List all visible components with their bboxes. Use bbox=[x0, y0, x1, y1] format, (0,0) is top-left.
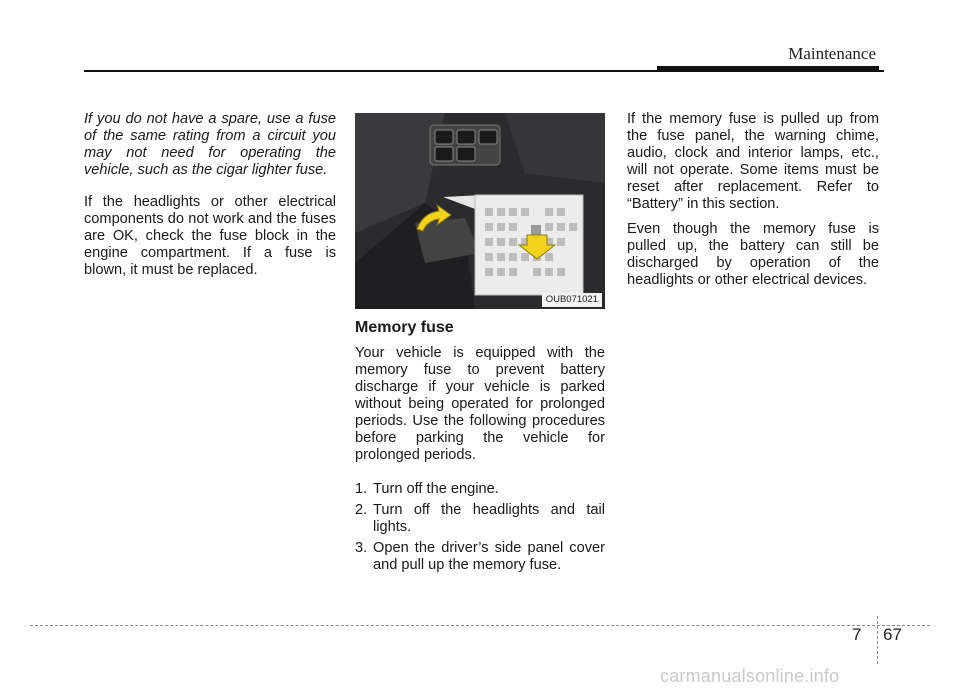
list-item: 1. Turn off the engine. bbox=[355, 481, 499, 497]
figure-caption: OUB071021 bbox=[542, 293, 602, 307]
page-number: 67 bbox=[883, 625, 902, 644]
chapter-number: 7 bbox=[852, 625, 862, 644]
spare-fuse-note: If you do not have a spare, use a fuse of the same rating from a circuit you may not need for operating the vehicle, such as the cigar lighter fuse. bbox=[84, 111, 336, 178]
battery-discharge-paragraph: Even though the memory fuse is pulled up, the battery can still be discharged by operation of the headlights or other electrical devices. bbox=[627, 221, 879, 288]
header-rule-accent bbox=[657, 66, 879, 72]
watermark: carmanualsonline.info bbox=[660, 666, 840, 686]
procedure-steps bbox=[355, 481, 605, 574]
memory-fuse-heading: Memory fuse bbox=[355, 319, 454, 336]
page-number-divider bbox=[877, 616, 878, 664]
list-item: 2. Turn off the headlights and tail lights. bbox=[355, 502, 605, 535]
column-left bbox=[84, 111, 336, 279]
memory-fuse-figure bbox=[355, 113, 605, 309]
column-right bbox=[627, 111, 879, 289]
memory-fuse-intro: Your vehicle is equipped with the memory fuse to prevent battery discharge if your vehicle is parked without being operated for prolonged periods. Use the following procedures before parking the vehicle for prolonged periods. bbox=[355, 345, 605, 463]
memory-fuse-effects-paragraph: If the memory fuse is pulled up from the fuse panel, the warning chime, audio, clock and interior lamps, etc., will not operate. Some items must be reset after replacement. Refer to “Battery” in this section. bbox=[627, 111, 879, 212]
fuse-check-paragraph: If the headlights or other electrical components do not work and the fuses are OK, check the fuse block in the engine compartment. If a fuse is blown, it must be replaced. bbox=[84, 194, 336, 278]
list-item: 3. Open the driver’s side panel cover and pull up the memory fuse. bbox=[355, 540, 605, 573]
footer-divider bbox=[30, 625, 930, 626]
driver-panel-illustration bbox=[355, 113, 605, 309]
column-middle bbox=[355, 113, 605, 574]
section-title: Maintenance bbox=[788, 44, 876, 63]
